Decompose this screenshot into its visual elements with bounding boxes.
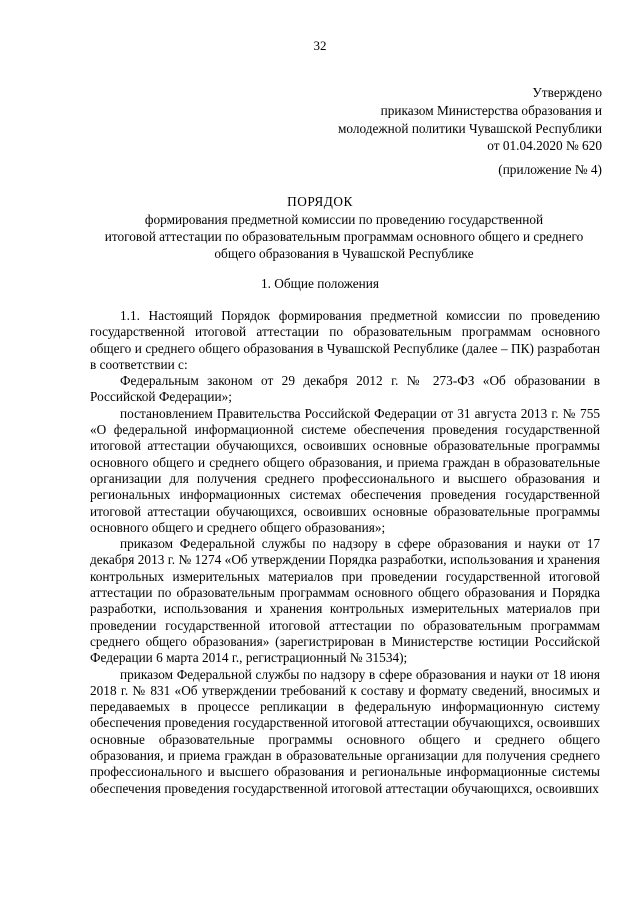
paragraph: 1.1. Настоящий Порядок формирования предметной комиссии по проведению государственной итоговой аттестации по образовательным программам основного общего и среднего общего образования в Чувашской Республике (далее – ПК) разработан в соответствии с: xyxy=(90,308,600,372)
section-heading: 1. Общие положения xyxy=(260,276,380,291)
appendix-label: (приложение № 4) xyxy=(498,162,602,177)
approval-line: молодежной политики Чувашской Республики xyxy=(337,120,602,136)
document-subtitle xyxy=(96,211,592,262)
paragraph: приказом Федеральной службы по надзору в сфере образования и науки от 18 июня 2018 г. № 831 «Об утверждении требований к составу и формату сведений, вносимых и передаваемых в процессе репликации в федеральную информационную систему обеспечения проведения государственной итоговой аттестации обучающихся, освоивших основные образовательные программы основного общего и среднего общего образования, и приема граждан в образовательные организации для получения среднего профессионального и высшего образования и региональные информационные системы обеспечения проведения государственной итоговой аттестации обучающихся, освоивших xyxy=(90,666,600,796)
paragraph: постановлением Правительства Российской Федерации от 31 августа 2013 г. № 755 «О федеральной информационной системе обеспечения проведения государственной итоговой аттестации обучающихся, освоивших основные образовательные программы основного общего и среднего общего образования, и приема граждан в образовательные организации для получения среднего профессионального и высшего образования и региональных информационных системах обеспечения проведения государственной итоговой аттестации обучающихся, освоивших основные образовательные программы основного общего и среднего общего образования»; xyxy=(90,405,600,535)
paragraph: Федеральным законом от 29 декабря 2012 г. № 273-ФЗ «Об образовании в Российской Федерации»; xyxy=(90,373,600,405)
subtitle-line: формирования предметной комиссии по проведению государственной xyxy=(144,212,544,227)
subtitle-line: итоговой аттестации по образовательным программам основного общего и среднего xyxy=(104,229,584,244)
document-title: ПОРЯДОК xyxy=(287,194,353,209)
paragraph: приказом Федеральной службы по надзору в сфере образования и науки от 17 декабря 2013 г. № 1274 «Об утверждении Порядка разработки, использования и хранения контрольных измерительных материалов при проведении государственной итоговой аттестации по образовательным программам основного общего образования и Порядка разработки, использования и хранения контрольных измерительных материалов при проведении государственной итоговой аттестации по образовательным программам среднего общего образования» (зарегистрирован в Министерстве юстиции Российской Федерации 6 марта 2014 г., регистрационный № 31534); xyxy=(90,536,600,666)
approval-line: приказом Министерства образования и xyxy=(380,102,602,118)
approval-line: Утверждено xyxy=(532,85,602,100)
approval-line: от 01.04.2020 № 620 xyxy=(487,138,602,154)
subtitle-line: общего образования в Чувашской Республике xyxy=(214,246,474,261)
approval-block xyxy=(282,84,602,155)
body-text xyxy=(90,308,600,797)
page-number: 32 xyxy=(313,38,327,53)
